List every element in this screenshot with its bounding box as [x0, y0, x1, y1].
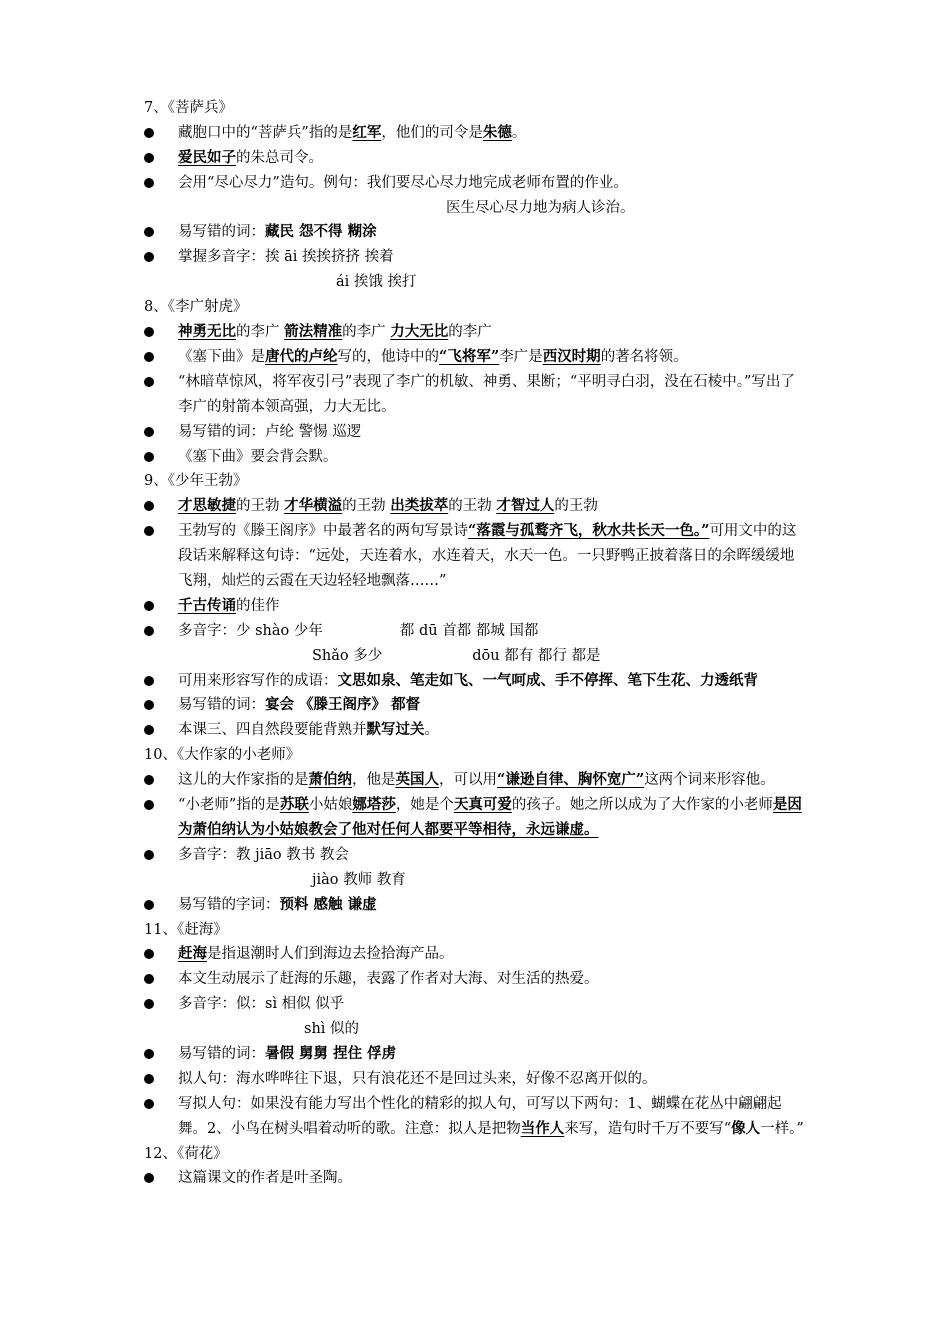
continuation-line: [144, 868, 808, 893]
bullet-item: [144, 1067, 808, 1092]
text-run: 的孩子。她之所以成为了大作家的小老师: [511, 797, 773, 814]
key-term: 神勇无比: [178, 323, 236, 341]
text-run: 一样。”: [760, 1120, 804, 1137]
bullet-item: [144, 519, 808, 594]
lesson-heading: 10、《大作家的小老师》: [144, 747, 301, 764]
lesson-heading: 12、《荷花》: [144, 1145, 228, 1162]
text-run: 易写错的字词：: [178, 896, 280, 913]
bullet-icon: [144, 526, 154, 536]
text-run: jiào 教师 教育: [312, 871, 406, 888]
bullet-icon: [144, 700, 154, 710]
text-run: 。: [424, 722, 439, 739]
bullet-icon: [144, 377, 154, 387]
text-run: shì 似的: [304, 1021, 360, 1038]
text-run: 本课三、四自然段要能背熟并: [178, 722, 367, 739]
bullet-item: [144, 992, 808, 1017]
bullet-icon: [144, 775, 154, 785]
bullet-item: [144, 967, 808, 992]
text-run: 写拟人句：如果没有能力写出个性化的精彩的拟人句，可写以下两句：1、蝴蝶在花丛中翩翩起舞。2、小鸟在树头唱着动听的歌。注意：拟人是把物: [178, 1095, 782, 1137]
bullet-icon: [144, 850, 154, 860]
bullet-item: [144, 171, 808, 196]
bold-text: 像人: [731, 1119, 761, 1137]
text-run: 多音字：似：sì 相似 似乎: [178, 996, 345, 1013]
key-term: 萧伯纳: [308, 771, 352, 789]
bullet-icon: [144, 427, 154, 437]
text-run: ，他们的司令是: [381, 124, 483, 141]
bold-text: 藏民 怨不得 糊涂: [265, 223, 377, 241]
text-run: 的王勃: [448, 498, 497, 515]
lesson-heading: 9、《少年王勃》: [144, 473, 248, 490]
bullet-item: [144, 370, 808, 420]
bullet-icon: [144, 352, 154, 362]
bold-text: 文思如泉、笔走如飞、一气呵成、手不停挥、笔下生花、力透纸背: [337, 671, 758, 689]
continuation-line: [144, 644, 808, 669]
text-run: 的佳作: [236, 597, 280, 614]
bold-text: 默写过关: [366, 721, 425, 739]
text-run: 这两个词来形容他。: [644, 772, 775, 789]
bullet-item: [144, 669, 808, 694]
bullet-item: [144, 445, 808, 470]
continuation-line: [144, 270, 808, 295]
indented-text: [178, 868, 406, 893]
text-run: 写的，他诗中的: [337, 348, 439, 365]
key-term: 才智过人: [496, 497, 555, 515]
bullet-item: [144, 1092, 808, 1142]
bullet-item: [144, 320, 808, 345]
key-term: 爱民如子: [178, 148, 236, 166]
text-run: 可用文中的这段话来解释这句诗：“远处，天连着水，水连着天，水天一色。一只野鸭正披着落日的余晖缓缓地飞翔，灿烂的云霞在天边轻轻地飘落……”: [178, 523, 797, 589]
bullet-item: [144, 793, 808, 843]
key-term: 才思敏捷: [178, 497, 236, 515]
text-run: ，他是: [352, 772, 396, 789]
key-term: 当作人: [520, 1119, 565, 1137]
text-run: 小姑娘: [308, 797, 353, 814]
text-run: 李广是: [499, 348, 543, 365]
text-run: 这篇课文的作者是叶圣陶。: [178, 1170, 352, 1187]
bold-text: 宴会 《滕王阁序》 都督: [265, 696, 421, 714]
text-run: 会用“尽心尽力”造句。例句：我们要尽心尽力地完成老师布置的作业。: [178, 174, 628, 191]
bullet-item: [144, 843, 808, 868]
text-run: 。: [511, 124, 527, 141]
bullet-item: [144, 245, 808, 270]
text-run: 来写，造句时千万不要写“: [564, 1120, 732, 1137]
bold-text: 暑假 舅舅 捏住 俘虏: [265, 1044, 397, 1062]
key-term: 朱德: [482, 123, 512, 141]
bullet-icon: [144, 227, 154, 237]
bullet-icon: [144, 128, 154, 138]
bullet-icon: [144, 501, 154, 511]
bullet-icon: [144, 800, 154, 810]
lesson-heading: 8、《李广射虎》: [144, 299, 248, 316]
bullet-item: [144, 146, 808, 171]
key-term: 才华横溢: [284, 497, 343, 515]
bullet-item: [144, 420, 808, 445]
text-run: 的李广: [342, 324, 391, 341]
text-run: Shǎo 多少: [312, 647, 383, 664]
text-run: 多音字：少 shào 少年: [178, 622, 323, 639]
text-run: ，可以用: [439, 772, 497, 789]
key-term: 力大无比: [390, 323, 449, 341]
text-run: 掌握多音字：挨 āi 挨挨挤挤 挨着: [178, 249, 394, 266]
bullet-icon: [144, 725, 154, 735]
text-run: 的著名将领。: [600, 348, 688, 365]
bullet-icon: [144, 949, 154, 959]
text-run: 的朱总司令。: [236, 149, 323, 166]
bullet-icon: [144, 601, 154, 611]
text-run: 多音字：教 jiāo 教书 教会: [178, 846, 349, 863]
bullet-icon: [144, 252, 154, 262]
key-term: 出类拔萃: [390, 497, 449, 515]
key-term: “谦逊自律、胸怀宽广”: [497, 771, 645, 789]
key-term: “落霞与孤鹜齐飞，秋水共长天一色。”: [468, 522, 710, 540]
bullet-icon: [144, 327, 154, 337]
bullet-item: [144, 718, 808, 743]
text-run: 可用来形容写作的成语：: [178, 672, 338, 689]
lesson-heading: 11、《赶海》: [144, 921, 228, 938]
bullet-item: [144, 768, 808, 793]
study-notes: [144, 96, 808, 1191]
text-run: 都 dū 首都 都城 国都: [399, 622, 539, 639]
bullet-icon: [144, 999, 154, 1009]
bullet-icon: [144, 974, 154, 984]
text-run: 王勃写的《滕王阁序》中最著名的两句写景诗: [178, 523, 468, 540]
bullet-item: [144, 893, 808, 918]
text-run: 的李广: [236, 324, 285, 341]
bullet-item: [144, 220, 808, 245]
text-run: 的王勃: [236, 498, 285, 515]
text-run: 易写错的词：: [178, 697, 265, 714]
text-run: 藏胞口中的“菩萨兵”指的是: [178, 124, 353, 141]
key-term: 千古传诵: [178, 596, 236, 614]
key-term: 天真可爱: [453, 796, 512, 814]
indented-text: [178, 1017, 359, 1042]
key-term: 唐代的卢纶: [265, 347, 338, 365]
key-term: 西汉时期: [542, 347, 601, 365]
text-run: 的李广: [448, 324, 492, 341]
bullet-icon: [144, 626, 154, 636]
text-run: 本文生动展示了赶海的乐趣，表露了作者对大海、对生活的热爱。: [178, 971, 599, 988]
continuation-line: [144, 1017, 808, 1042]
bullet-item: [144, 121, 808, 146]
bullet-item: [144, 942, 808, 967]
bullet-item: [144, 693, 808, 718]
bullet-icon: [144, 900, 154, 910]
key-term: 箭法精准: [284, 323, 343, 341]
lesson-heading: 7、《菩萨兵》: [144, 100, 233, 116]
text-run: 易写错的词：: [178, 224, 265, 241]
bullet-icon: [144, 452, 154, 462]
key-term: “飞将军”: [439, 347, 500, 365]
bullet-item: [144, 345, 808, 370]
key-term: 英国人: [395, 771, 439, 789]
text-run: 易写错的词：: [178, 1045, 265, 1062]
key-term: 苏联: [279, 796, 309, 814]
continuation-line: [144, 196, 808, 221]
text-run: 医生尽心尽力地为病人诊治。: [446, 199, 635, 216]
bullet-icon: [144, 1099, 154, 1109]
text-run: 的王勃: [554, 498, 598, 515]
text-run: 《塞下曲》是: [178, 348, 265, 365]
text-run: dōu 都有 都行 都是: [472, 647, 601, 664]
text-run: “林暗草惊风，将军夜引弓”表现了李广的机敏、神勇、果断；“平明寻白羽，没在石棱中。”写出了李广的射箭本领高强，力大无比。: [178, 373, 795, 415]
text-run: ，她是个: [395, 797, 454, 814]
text-run: 的王勃: [342, 498, 391, 515]
text-run: “小老师”指的是: [178, 797, 280, 814]
bullet-item: [144, 594, 808, 619]
text-run: 这儿的大作家指的是: [178, 772, 309, 789]
bullet-item: [144, 494, 808, 519]
text-run: 易写错的词：卢纶 警惕 巡逻: [178, 423, 362, 440]
text-run: 是指退潮时人们到海边去捡拾海产品。: [207, 946, 454, 963]
text-run: ái 挨饿 挨打: [336, 274, 417, 291]
key-term: 娜塔莎: [352, 796, 396, 814]
bullet-icon: [144, 676, 154, 686]
bullet-icon: [144, 153, 154, 163]
key-term: 是因为萧伯纳认为小姑娘教会了他对任何人都要平等相待，永远谦虚。: [178, 796, 802, 838]
bold-text: 预料 感触 谦虚: [279, 895, 377, 913]
bullet-icon: [144, 1074, 154, 1084]
indented-text: [178, 270, 417, 295]
bullet-icon: [144, 1173, 154, 1183]
key-term: 红军: [352, 123, 382, 141]
bullet-icon: [144, 1049, 154, 1059]
bullet-item: [144, 1166, 808, 1191]
bullet-item: [144, 1042, 808, 1067]
indented-text: [178, 644, 600, 669]
text-run: 《塞下曲》要会背会默。: [178, 448, 338, 465]
indented-text: [178, 196, 635, 221]
key-term: 赶海: [178, 945, 207, 963]
bullet-icon: [144, 178, 154, 188]
text-run: 拟人句：海水哗哗往下退，只有浪花还不是回过头来，好像不忍离开似的。: [178, 1070, 657, 1087]
bullet-item: [144, 619, 808, 644]
